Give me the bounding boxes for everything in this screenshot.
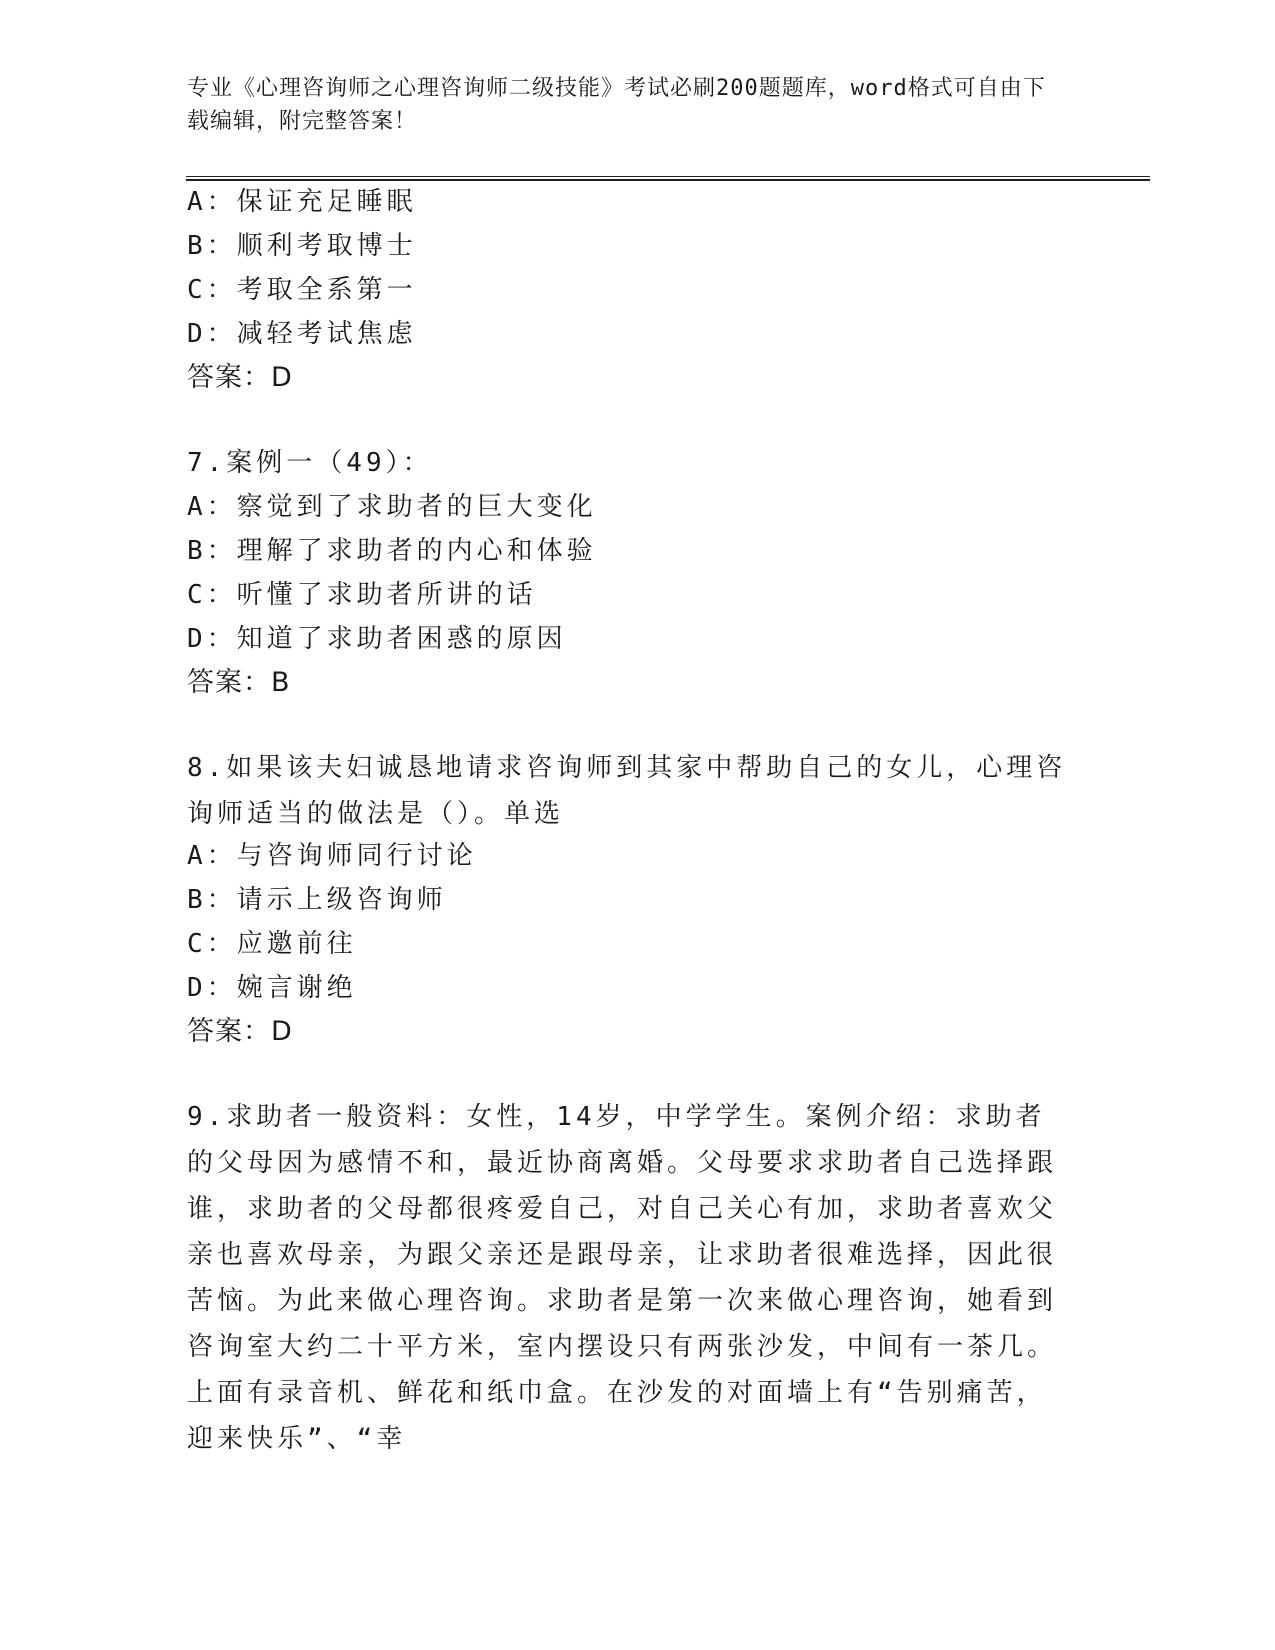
option-d: D：知道了求助者困惑的原因 <box>187 624 567 654</box>
option-a: A：察觉到了求助者的巨大变化 <box>187 492 597 522</box>
option-b: B：请示上级咨询师 <box>187 885 447 915</box>
question-7: 7.案例一（49）： <box>187 448 433 478</box>
answer: 答案：D <box>187 1016 293 1047</box>
option-c: C：应邀前往 <box>187 929 357 959</box>
option-b: B：顺利考取博士 <box>187 231 417 261</box>
answer: 答案：D <box>187 362 293 393</box>
document-header: 专业《心理咨询师之心理咨询师二级技能》考试必刷200题题库，word格式可自由下载编辑，附完整答案！ <box>187 76 1046 134</box>
option-b: B：理解了求助者的内心和体验 <box>187 536 597 566</box>
option-c: C：考取全系第一 <box>187 275 417 305</box>
question-9: 9.求助者一般资料：女性，14岁，中学学生。案例介绍：求助者的父母因为感情不和，最近协商离婚。父母要求求助者自己选择跟谁，求助者的父母都很疼爱自己，对自己关心有加，求助者喜欢父亲也喜欢母亲，为跟父亲还是跟母亲，让求助者很难选择，因此很苦恼。为此来做心理咨询。求助者是第一次来做心理咨询，她看到咨询室大约二十平方米，室内摆设只有两张沙发，中间有一茶几。上面有录音机、鲜花和纸巾盒。在沙发的对面墙上有“告别痛苦，迎来快乐”、“幸 <box>187 1102 1058 1454</box>
question-8: 8.如果该夫妇诚恳地请求咨询师到其家中帮助自己的女儿，心理咨询师适当的做法是（）。单选 <box>187 753 1067 829</box>
option-a: A：保证充足睡眠 <box>187 187 417 217</box>
option-d: D：减轻考试焦虑 <box>187 319 417 349</box>
option-c: C：听懂了求助者所讲的话 <box>187 580 537 610</box>
answer: 答案：B <box>187 667 291 698</box>
option-d: D：婉言谢绝 <box>187 973 357 1003</box>
option-a: A：与咨询师同行讨论 <box>187 841 477 871</box>
